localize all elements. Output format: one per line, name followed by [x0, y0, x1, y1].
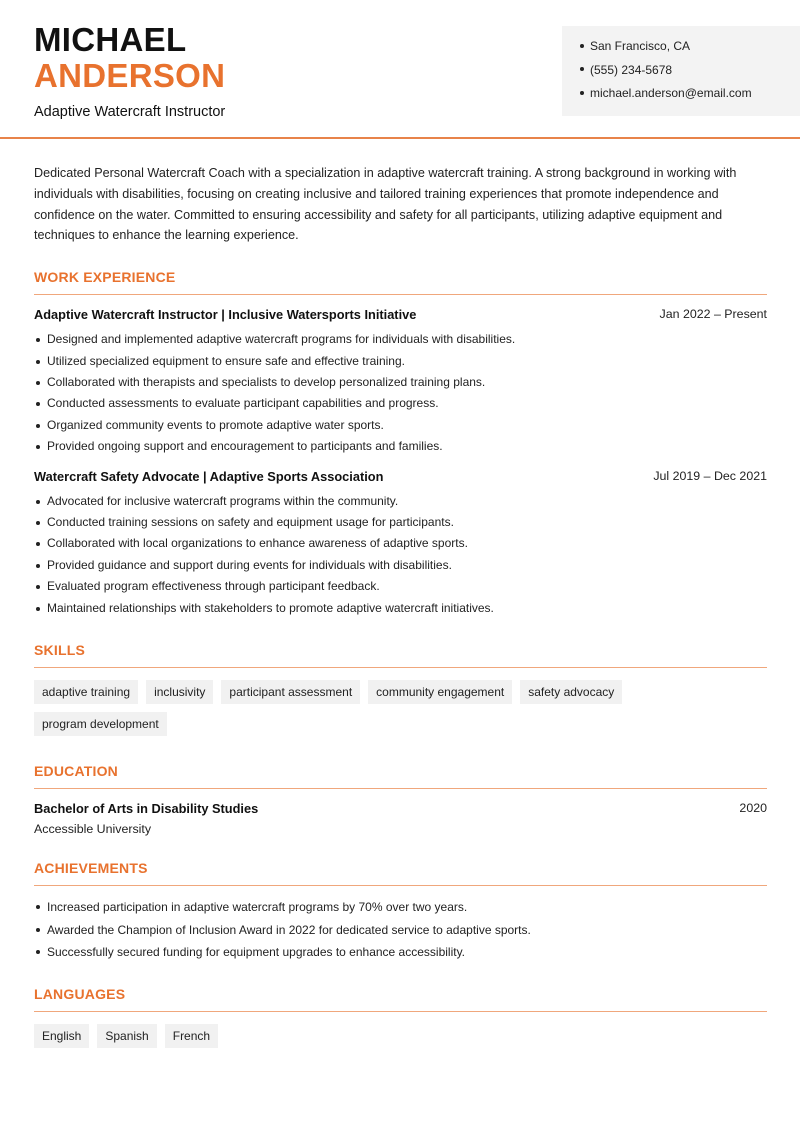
- location-text: San Francisco, CA: [590, 39, 691, 53]
- summary: Dedicated Personal Watercraft Coach with a specialization in adaptive watercraft training. A strong background in working with individuals with disabilities, focusing on creating inclusive and tailored training experiences that promote independence and confidence on the water. Committed to ensuring accessibility and safety for all participants, utilizing adaptive equipment and techniques to enhance the learning experience.: [34, 166, 737, 243]
- contact-email: [580, 85, 800, 109]
- job-dates: Jul 2019 – Dec 2021: [653, 468, 767, 483]
- name-block: [34, 22, 225, 120]
- job-bullets: [34, 491, 767, 619]
- list-item: Conducted assessments to evaluate participant capabilities and progress.: [34, 393, 767, 414]
- job-bullets: [34, 329, 767, 457]
- resume-content: [34, 163, 767, 1048]
- language-tag: French: [165, 1024, 218, 1048]
- school-name: Accessible University: [34, 822, 152, 837]
- phone-text: (555) 234-5678: [590, 62, 673, 77]
- list-item: Provided guidance and support during events for individuals with disabilities.: [34, 555, 767, 576]
- contact-phone: [580, 62, 800, 86]
- list-item: Utilized specialized equipment to ensure safe and effective training.: [34, 351, 767, 372]
- list-item: Successfully secured funding for equipment upgrades to enhance accessibility.: [34, 941, 767, 964]
- job-head: [34, 469, 767, 484]
- job-entry: [34, 307, 767, 457]
- list-item: Awarded the Champion of Inclusion Award in 2022 for dedicated service to adaptive sports.: [34, 919, 767, 942]
- last-name: ANDERSON: [34, 57, 226, 94]
- graduation-year: 2020: [739, 801, 767, 816]
- email-text: michael.anderson@email.com: [590, 86, 752, 100]
- first-name: MICHAEL: [34, 21, 187, 58]
- job-dates: Jan 2022 – Present: [659, 307, 767, 322]
- skill-tag: safety advocacy: [520, 680, 622, 704]
- contact-box: [562, 26, 800, 116]
- language-tag: Spanish: [97, 1024, 156, 1048]
- list-item: Conducted training sessions on safety and equipment usage for participants.: [34, 512, 767, 533]
- skill-tag: inclusivity: [146, 680, 213, 704]
- section-title-work: WORK EXPERIENCE: [34, 269, 767, 295]
- achievement-list: [34, 896, 767, 964]
- job-entry: [34, 469, 767, 619]
- list-item: Advocated for inclusive watercraft programs within the community.: [34, 491, 767, 512]
- list-item: Increased participation in adaptive watercraft programs by 70% over two years.: [34, 896, 767, 919]
- skills-tags: [34, 680, 654, 736]
- section-title-achievements: ACHIEVEMENTS: [34, 860, 767, 886]
- skill-tag: community engagement: [368, 680, 512, 704]
- list-item: Provided ongoing support and encouragement to participants and families.: [34, 436, 767, 457]
- bullet-icon: [580, 91, 584, 95]
- section-title-skills: SKILLS: [34, 642, 767, 668]
- list-item: Designed and implemented adaptive watercraft programs for individuals with disabilities.: [34, 329, 767, 350]
- list-item: Evaluated program effectiveness through participant feedback.: [34, 576, 767, 597]
- degree: Bachelor of Arts in Disability Studies: [34, 801, 259, 817]
- skill-tag: adaptive training: [34, 680, 138, 704]
- language-tags: [34, 1024, 654, 1048]
- resume-header: [0, 0, 800, 139]
- list-item: Organized community events to promote adaptive water sports.: [34, 415, 767, 436]
- list-item: Maintained relationships with stakeholders to promote adaptive watercraft initiatives.: [34, 598, 767, 619]
- contact-location: [580, 38, 800, 62]
- section-title-education: EDUCATION: [34, 763, 767, 789]
- job-title: Adaptive Watercraft Instructor: [34, 104, 226, 120]
- section-title-languages: LANGUAGES: [34, 986, 767, 1012]
- education-head: [34, 801, 767, 816]
- job-head: [34, 307, 767, 322]
- bullet-icon: [580, 67, 584, 71]
- job-role: Watercraft Safety Advocate | Adaptive Sports Association: [34, 468, 384, 484]
- bullet-icon: [580, 44, 584, 48]
- skill-tag: program development: [34, 712, 167, 736]
- language-tag: English: [34, 1024, 89, 1048]
- list-item: Collaborated with therapists and specialists to develop personalized training plans.: [34, 372, 767, 393]
- job-role: Adaptive Watercraft Instructor | Inclusive Watersports Initiative: [34, 307, 417, 323]
- skill-tag: participant assessment: [221, 680, 360, 704]
- list-item: Collaborated with local organizations to enhance awareness of adaptive sports.: [34, 533, 767, 554]
